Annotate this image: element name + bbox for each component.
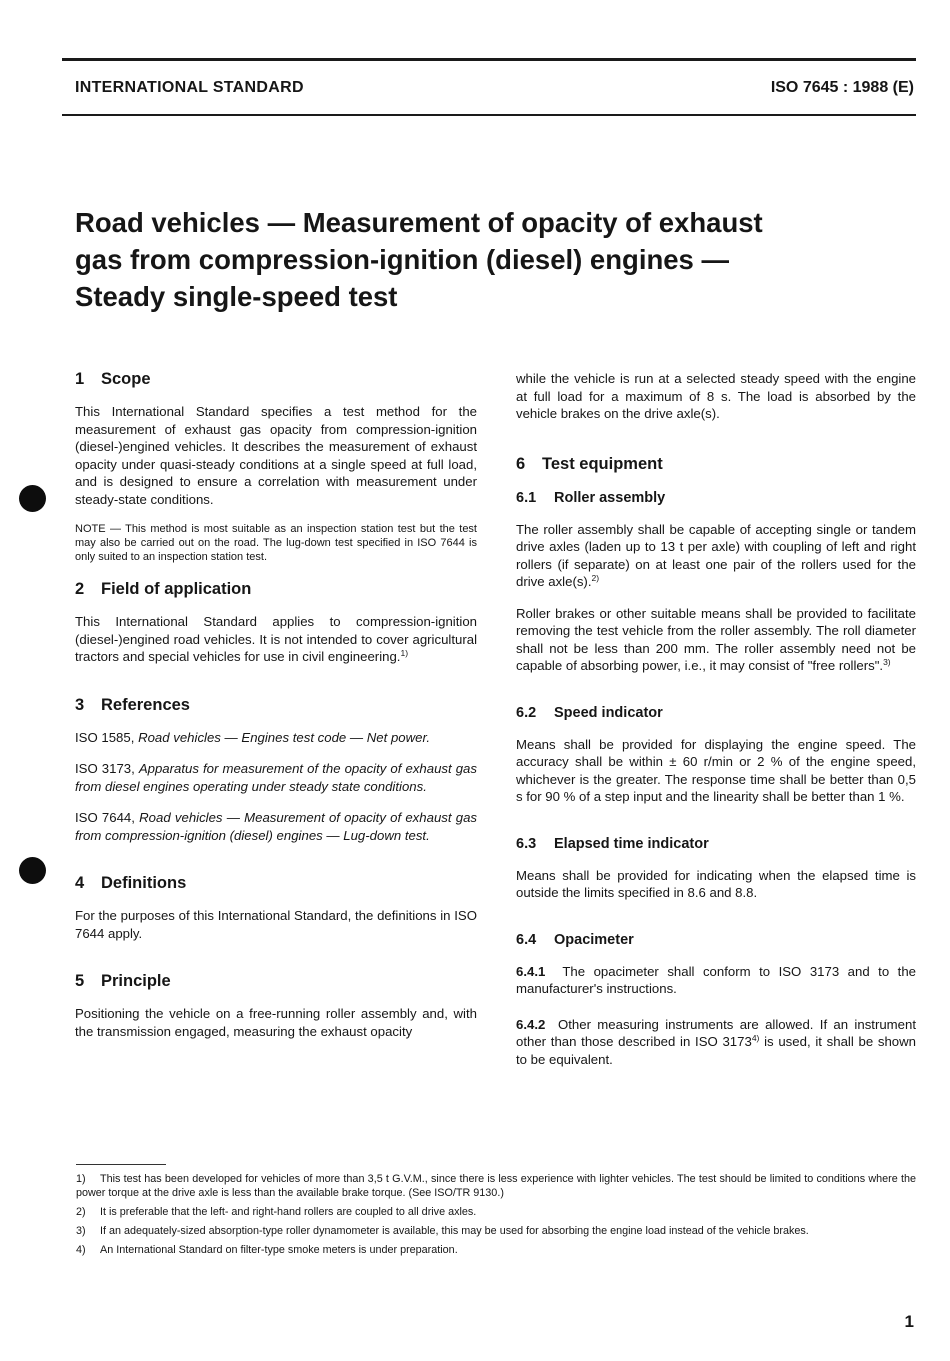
roller-assembly-body xyxy=(516,521,916,591)
subsection-speed-indicator xyxy=(516,703,916,806)
section-title: Scope xyxy=(101,370,151,388)
footnote xyxy=(76,1205,916,1219)
document-title xyxy=(75,204,895,315)
footnote xyxy=(76,1172,916,1200)
reference-code: ISO 7644, xyxy=(75,810,135,825)
header-bottom-rule xyxy=(62,114,916,116)
footnote-number: 3) xyxy=(76,1225,86,1237)
elapsed-time-body: Means shall be provided for indicating when the elapsed time is outside the limits specified in 8.6 and 8.8. xyxy=(516,867,916,900)
section-title: References xyxy=(101,695,190,714)
subsection-roller-assembly xyxy=(516,488,916,675)
left-column xyxy=(75,368,477,1054)
footnote-number: 2) xyxy=(76,1206,86,1218)
footnote-number: 4) xyxy=(76,1244,86,1256)
clause-number: 6.4.2 xyxy=(516,1016,546,1032)
subsection-elapsed-time-indicator xyxy=(516,834,916,902)
scope-body: This International Standard specifies a test method for the measurement of exhaust gas opacity from compression-ignition (diesel-)engined vehicles. It describes the measurement of exhaust opacity under quasi-steady conditions at a single speed at full load, and is designed to ensure a correlation with measurement under steady-state conditions. xyxy=(75,404,477,507)
principle-body: Positioning the vehicle on a free-running roller assembly and, with the transmission engaged, measuring the exhaust opacity xyxy=(75,1006,477,1039)
reference-code: ISO 1585, xyxy=(75,729,135,745)
clause-text: Other measuring instruments are allowed. If an instrument other than those described in ISO 3173 xyxy=(516,1016,916,1049)
right-column xyxy=(516,370,916,1082)
opacimeter-clause-1 xyxy=(516,963,916,998)
section-principle xyxy=(75,970,477,1040)
subsection-title: Opacimeter xyxy=(554,931,634,948)
subsection-opacimeter xyxy=(516,930,916,1069)
subsection-heading xyxy=(516,703,916,723)
footnote-text: This test has been developed for vehicles of more than 3,5 t G.V.M., since there is less experience with lighter vehicles. The test should be limited to conditions where the power torque at the drive axle is less than the available brake torque. (See ISO/TR 9130.) xyxy=(76,1173,916,1199)
section-heading xyxy=(75,694,477,716)
reference-item xyxy=(75,729,477,747)
subsection-title: Elapsed time indicator xyxy=(554,835,709,852)
subsection-number: 6.4 xyxy=(516,931,537,948)
title-line-2: gas from compression-ignition (diesel) engines — xyxy=(75,244,729,275)
footnote-ref: 2) xyxy=(591,573,600,583)
reference-title: Road vehicles — Measurement of opacity of exhaust gas from compression-ignition (diesel) engines — Lug-down test. xyxy=(75,810,478,843)
section-heading xyxy=(75,872,477,894)
reference-code: ISO 3173, xyxy=(75,761,135,776)
section-title: Test equipment xyxy=(542,454,663,473)
clause-text: is used, it shall be shown to be equivalent. xyxy=(516,1034,916,1067)
section-number: 2 xyxy=(75,580,85,598)
clause-text: The opacimeter shall conform to ISO 3173 and to the manufacturer's instructions. xyxy=(516,963,916,996)
footnote-number: 1) xyxy=(76,1173,86,1185)
reference-item xyxy=(75,760,477,795)
roller-brakes-body xyxy=(516,605,916,675)
footnotes xyxy=(76,1172,916,1262)
header-top-rule xyxy=(62,58,916,61)
section-scope xyxy=(75,368,477,564)
section-heading xyxy=(75,578,477,600)
section-heading xyxy=(75,368,477,390)
roller-text: The roller assembly shall be capable of accepting single or tandem drive axles (laden up to 13 t per axle) with coupling of left and right rollers (if separate) on at least one pair of the rollers used for the drive axle(s). xyxy=(516,521,916,589)
section-title: Principle xyxy=(101,972,171,990)
section-title: Definitions xyxy=(101,874,187,892)
subsection-heading xyxy=(516,930,916,950)
reference-title: Apparatus for measurement of the opacity of exhaust gas from diesel engines operating under steady state conditions. xyxy=(75,761,477,794)
section-heading xyxy=(75,970,477,992)
margin-bullet-mark xyxy=(19,485,46,512)
principle-body-continued: while the vehicle is run at a selected steady speed with the engine at full load for a maximum of 8 s. The load is absorbed by the vehicle brakes on the drive axle(s). xyxy=(516,371,916,421)
section-field-of-application xyxy=(75,578,477,666)
subsection-title: Roller assembly xyxy=(554,489,666,506)
footnote-ref: 1) xyxy=(400,648,409,658)
section-definitions xyxy=(75,872,477,942)
clause-number: 6.4.1 xyxy=(516,963,546,979)
field-text: This International Standard applies to compression-ignition (diesel-)engined road vehicles. It is not intended to cover agricultural tractors and special vehicles for use in civil engineering. xyxy=(75,614,477,664)
footnote xyxy=(76,1224,916,1238)
title-line-3: Steady single-speed test xyxy=(75,281,398,312)
footnote-text: It is preferable that the left- and right-hand rollers are coupled to all drive axles. xyxy=(100,1206,477,1218)
section-number: 3 xyxy=(75,695,85,714)
subsection-heading xyxy=(516,488,916,508)
reference-item xyxy=(75,809,477,844)
header-series: INTERNATIONAL STANDARD xyxy=(75,79,304,96)
roller-text: Roller brakes or other suitable means shall be provided to facilitate removing the test vehicle from the roller assembly. The roll diameter shall not be less than 200 mm. The roller assembly need not be capable of absorbing power, i.e., it may consist of "free rollers". xyxy=(516,605,916,673)
subsection-heading xyxy=(516,834,916,854)
scope-note: NOTE — This method is most suitable as an inspection station test but the test may also be carried out on the road. The lug-down test specified in ISO 7644 is only suited to an inspection station test. xyxy=(75,523,477,563)
footnote-ref: 4) xyxy=(751,1033,760,1043)
section-number: 6 xyxy=(516,454,526,473)
footnote xyxy=(76,1243,916,1257)
section-number: 1 xyxy=(75,370,85,388)
section-heading xyxy=(516,453,916,475)
definitions-body: For the purposes of this International Standard, the definitions in ISO 7644 apply. xyxy=(75,908,477,941)
section-references xyxy=(75,694,477,845)
footnote-text: If an adequately-sized absorption-type roller dynamometer is available, this may be used for absorbing the engine load instead of the vehicle brakes. xyxy=(100,1225,809,1237)
subsection-number: 6.3 xyxy=(516,835,537,852)
title-line-1: Road vehicles — Measurement of opacity of exhaust xyxy=(75,207,763,238)
footnote-text: An International Standard on filter-type smoke meters is under preparation. xyxy=(100,1244,458,1256)
margin-bullet-mark xyxy=(19,857,46,884)
page-number: 1 xyxy=(904,1312,914,1331)
section-title: Field of application xyxy=(101,580,252,598)
section-number: 4 xyxy=(75,874,85,892)
subsection-number: 6.1 xyxy=(516,489,537,506)
subsection-number: 6.2 xyxy=(516,704,537,721)
reference-title: Road vehicles — Engines test code — Net power. xyxy=(138,729,431,745)
speed-indicator-body: Means shall be provided for displaying the engine speed. The accuracy shall be within ± 60 r/min or 2 % of the engine speed, whichever is the greater. The response time shall be better than 0,5 s for 90 % of a step input and the linearity shall be better than 1 %. xyxy=(516,736,916,804)
field-of-application-body xyxy=(75,613,477,666)
footnote-ref: 3) xyxy=(883,657,891,667)
subsection-title: Speed indicator xyxy=(554,704,663,721)
header-standard-number: ISO 7645 : 1988 (E) xyxy=(770,79,914,96)
opacimeter-clause-2 xyxy=(516,1016,916,1069)
section-number: 5 xyxy=(75,972,85,990)
footnote-separator xyxy=(76,1164,166,1165)
